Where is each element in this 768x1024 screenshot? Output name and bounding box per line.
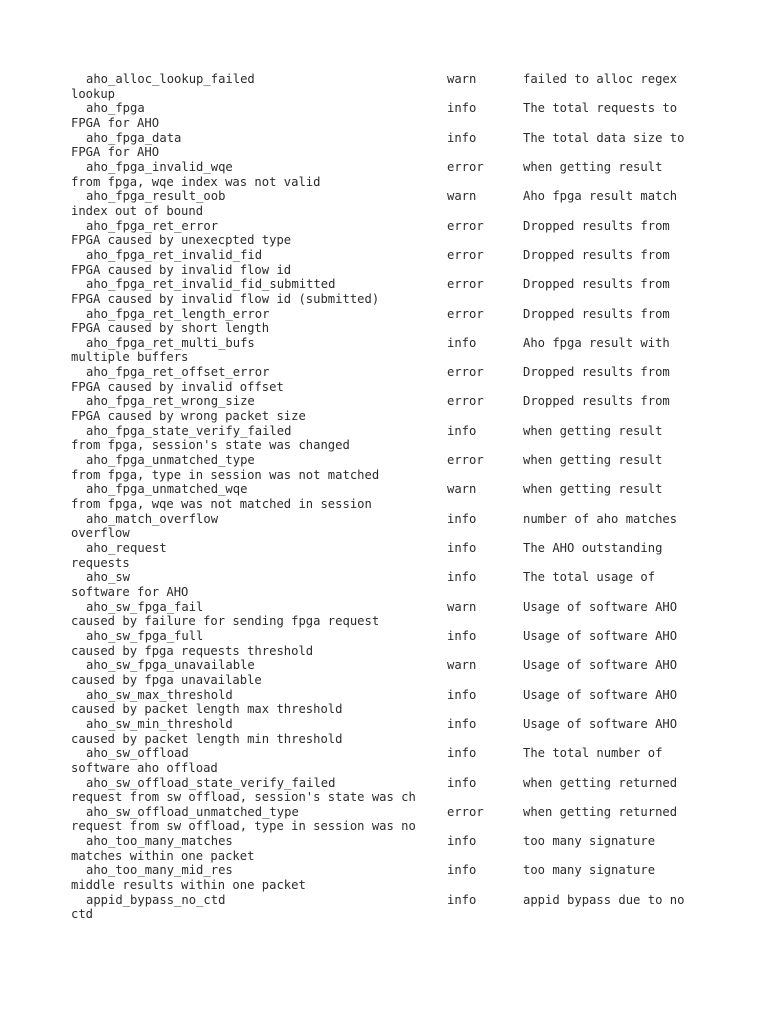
counter-line-continued xyxy=(71,702,731,717)
counter-name: aho_sw_fpga_fail xyxy=(86,599,204,614)
counter-name: aho_fpga_result_oob xyxy=(86,189,226,204)
counter-description: when getting returned xyxy=(523,775,678,790)
counter-line-continued xyxy=(71,409,731,424)
counter-line-continued xyxy=(71,87,731,102)
counter-description: when getting result xyxy=(523,482,663,497)
counter-line-continued xyxy=(71,644,731,659)
counter-description-continued: FPGA caused by unexecpted type xyxy=(71,233,292,248)
counter-line xyxy=(71,336,731,351)
counter-description: appid bypass due to no xyxy=(523,892,685,907)
counter-name: aho_fpga xyxy=(86,101,145,116)
counter-description-continued: ctd xyxy=(71,907,94,922)
counter-line xyxy=(71,805,731,820)
counter-entry xyxy=(71,101,731,130)
counter-line xyxy=(71,863,731,878)
counter-entry xyxy=(71,277,731,306)
counter-description-continued: from fpga, wqe was not matched in session xyxy=(71,497,372,512)
counter-line xyxy=(71,688,731,703)
counter-description: Dropped results from xyxy=(523,277,670,292)
counter-description-continued: from fpga, session's state was changed xyxy=(71,438,350,453)
counter-line-continued xyxy=(71,350,731,365)
counter-description-continued: software aho offload xyxy=(71,760,218,775)
counter-description: too many signature xyxy=(523,863,656,878)
counter-severity: warn xyxy=(447,658,477,673)
counter-line xyxy=(71,482,731,497)
counter-description-continued: caused by packet length max threshold xyxy=(71,702,343,717)
counter-name: aho_too_many_matches xyxy=(86,834,233,849)
counter-description: Usage of software AHO xyxy=(523,716,678,731)
counter-name: aho_alloc_lookup_failed xyxy=(86,72,255,86)
counter-description-continued: overflow xyxy=(71,526,130,541)
counter-entry xyxy=(71,365,731,394)
counter-description-continued: FPGA caused by invalid offset xyxy=(71,379,284,394)
counter-description-continued: from fpga, type in session was not matched xyxy=(71,467,380,482)
counter-line-continued xyxy=(71,497,731,512)
counter-description-continued: FPGA for AHO xyxy=(71,145,160,160)
counter-name: aho_fpga_data xyxy=(86,130,182,145)
counter-line xyxy=(71,394,731,409)
counter-line-continued xyxy=(71,116,731,131)
counter-line xyxy=(71,219,731,234)
counter-description-continued: request from sw offload, type in session was no xyxy=(71,819,416,834)
counter-line-continued xyxy=(71,878,731,893)
counter-entry xyxy=(71,893,731,922)
counter-line xyxy=(71,424,731,439)
counter-description: failed to alloc regex xyxy=(523,72,678,86)
counter-description: when getting returned xyxy=(523,804,678,819)
counter-line xyxy=(71,893,731,908)
counter-entry xyxy=(71,541,731,570)
counter-name: aho_sw_min_threshold xyxy=(86,716,233,731)
counter-description: Usage of software AHO xyxy=(523,658,678,673)
counter-line xyxy=(71,512,731,527)
counter-line xyxy=(71,189,731,204)
counter-line xyxy=(71,160,731,175)
counter-description: The total number of xyxy=(523,746,663,761)
counter-description-continued: from fpga, wqe index was not valid xyxy=(71,174,321,189)
counter-line-continued xyxy=(71,321,731,336)
counter-name: aho_match_overflow xyxy=(86,511,219,526)
counter-severity: error xyxy=(447,365,484,380)
counter-entry xyxy=(71,600,731,629)
counter-name: aho_too_many_mid_res xyxy=(86,863,233,878)
counter-line xyxy=(71,248,731,263)
counter-description: Dropped results from xyxy=(523,306,670,321)
counter-line-continued xyxy=(71,468,731,483)
counter-entry xyxy=(71,189,731,218)
counter-description: Dropped results from xyxy=(523,394,670,409)
counter-listing xyxy=(71,72,731,922)
counter-name: aho_fpga_unmatched_wqe xyxy=(86,482,248,497)
counter-line xyxy=(71,101,731,116)
counter-line-continued xyxy=(71,233,731,248)
counter-line xyxy=(71,776,731,791)
counter-line xyxy=(71,131,731,146)
counter-description-continued: caused by packet length min threshold xyxy=(71,731,343,746)
counter-severity: info xyxy=(447,775,477,790)
counter-severity: error xyxy=(447,306,484,321)
counter-severity: info xyxy=(447,892,477,907)
counter-entry xyxy=(71,307,731,336)
counter-line xyxy=(71,570,731,585)
counter-line-continued xyxy=(71,907,731,922)
counter-description: The total requests to xyxy=(523,101,678,116)
counter-name: aho_sw_max_threshold xyxy=(86,687,233,702)
counter-entry xyxy=(71,688,731,717)
counter-description-continued: lookup xyxy=(71,86,116,101)
counter-entry xyxy=(71,776,731,805)
counter-entry xyxy=(71,482,731,511)
counter-severity: info xyxy=(447,101,477,116)
counter-entry xyxy=(71,863,731,892)
counter-severity: info xyxy=(447,834,477,849)
counter-severity: warn xyxy=(447,482,477,497)
counter-severity: info xyxy=(447,423,477,438)
counter-description: when getting result xyxy=(523,423,663,438)
counter-name: aho_fpga_ret_invalid_fid xyxy=(86,247,263,262)
counter-description-continued: FPGA caused by short length xyxy=(71,321,270,336)
counter-name: aho_sw_fpga_full xyxy=(86,628,204,643)
counter-line-continued xyxy=(71,585,731,600)
counter-line xyxy=(71,834,731,849)
counter-line-continued xyxy=(71,732,731,747)
counter-entry xyxy=(71,131,731,160)
counter-line-continued xyxy=(71,292,731,307)
counter-entry xyxy=(71,160,731,189)
counter-description: Aho fpga result with xyxy=(523,335,670,350)
counter-line xyxy=(71,600,731,615)
counter-entry xyxy=(71,746,731,775)
counter-name: aho_request xyxy=(86,541,167,555)
counter-line-continued xyxy=(71,614,731,629)
counter-description: The total data size to xyxy=(523,130,685,145)
counter-description-continued: caused by fpga unavailable xyxy=(71,672,262,687)
counter-description: Dropped results from xyxy=(523,218,670,233)
counter-entry xyxy=(71,570,731,599)
counter-description: Dropped results from xyxy=(523,247,670,262)
counter-description: when getting result xyxy=(523,159,663,174)
counter-severity: error xyxy=(447,394,484,409)
counter-description: Aho fpga result match xyxy=(523,189,678,204)
counter-entry xyxy=(71,512,731,541)
counter-line-continued xyxy=(71,849,731,864)
counter-description: The AHO outstanding xyxy=(523,541,663,555)
counter-line-continued xyxy=(71,438,731,453)
counter-severity: warn xyxy=(447,189,477,204)
counter-entry xyxy=(71,424,731,453)
counter-description-continued: caused by fpga requests threshold xyxy=(71,643,314,658)
counter-description-continued: request from sw offload, session's state was ch xyxy=(71,790,416,805)
counter-name: aho_sw_fpga_unavailable xyxy=(86,658,255,673)
counter-line xyxy=(71,453,731,468)
counter-description: Usage of software AHO xyxy=(523,687,678,702)
counter-line xyxy=(71,307,731,322)
counter-description-continued: index out of bound xyxy=(71,203,204,218)
counter-name: aho_sw_offload xyxy=(86,746,189,761)
counter-description-continued: FPGA caused by wrong packet size xyxy=(71,409,306,424)
counter-line xyxy=(71,658,731,673)
counter-name: aho_fpga_ret_wrong_size xyxy=(86,394,255,409)
counter-entry xyxy=(71,248,731,277)
counter-description: Dropped results from xyxy=(523,365,670,380)
counter-line-continued xyxy=(71,556,731,571)
counter-entry xyxy=(71,805,731,834)
counter-line xyxy=(71,365,731,380)
counter-description-continued: multiple buffers xyxy=(71,350,189,365)
counter-description: The total usage of xyxy=(523,570,656,585)
counter-entry xyxy=(71,394,731,423)
counter-line xyxy=(71,746,731,761)
counter-description-continued: FPGA caused by invalid flow id (submitted) xyxy=(71,291,380,306)
counter-description: too many signature xyxy=(523,834,656,849)
counter-line-continued xyxy=(71,790,731,805)
counter-line-continued xyxy=(71,145,731,160)
counter-severity: info xyxy=(447,511,477,526)
counter-description: Usage of software AHO xyxy=(523,599,678,614)
counter-severity: info xyxy=(447,130,477,145)
counter-severity: info xyxy=(447,863,477,878)
counter-line-continued xyxy=(71,673,731,688)
counter-name: aho_fpga_ret_length_error xyxy=(86,306,270,321)
counter-name: aho_fpga_ret_offset_error xyxy=(86,365,270,380)
counter-name: aho_sw xyxy=(86,570,131,585)
counter-line xyxy=(71,72,731,87)
counter-severity: info xyxy=(447,746,477,761)
counter-entry xyxy=(71,834,731,863)
counter-line xyxy=(71,277,731,292)
counter-name: aho_fpga_ret_invalid_fid_submitted xyxy=(86,277,336,292)
counter-severity: error xyxy=(447,804,484,819)
counter-name: aho_sw_offload_state_verify_failed xyxy=(86,775,336,790)
counter-line-continued xyxy=(71,819,731,834)
counter-severity: error xyxy=(447,159,484,174)
counter-line-continued xyxy=(71,380,731,395)
counter-description: when getting result xyxy=(523,453,663,468)
counter-severity: warn xyxy=(447,599,477,614)
counter-description-continued: FPGA for AHO xyxy=(71,115,160,130)
counter-name: aho_sw_offload_unmatched_type xyxy=(86,804,299,819)
counter-line-continued xyxy=(71,526,731,541)
counter-line-continued xyxy=(71,761,731,776)
counter-name: aho_fpga_ret_error xyxy=(86,218,219,233)
counter-entry xyxy=(71,629,731,658)
counter-entry xyxy=(71,219,731,248)
counter-name: aho_fpga_invalid_wqe xyxy=(86,159,233,174)
counter-name: aho_fpga_unmatched_type xyxy=(86,453,255,468)
counter-entry xyxy=(71,72,731,101)
counter-entry xyxy=(71,453,731,482)
counter-severity: info xyxy=(447,687,477,702)
counter-line xyxy=(71,629,731,644)
counter-description-continued: software for AHO xyxy=(71,584,189,599)
counter-description: Usage of software AHO xyxy=(523,628,678,643)
counter-entry xyxy=(71,336,731,365)
counter-entry xyxy=(71,717,731,746)
counter-severity: info xyxy=(447,335,477,350)
counter-severity: info xyxy=(447,541,477,555)
counter-name: aho_fpga_state_verify_failed xyxy=(86,423,292,438)
counter-entry xyxy=(71,658,731,687)
counter-description-continued: FPGA caused by invalid flow id xyxy=(71,262,292,277)
counter-severity: info xyxy=(447,570,477,585)
counter-line-continued xyxy=(71,263,731,278)
counter-severity: info xyxy=(447,628,477,643)
counter-severity: error xyxy=(447,247,484,262)
counter-severity: info xyxy=(447,716,477,731)
counter-name: appid_bypass_no_ctd xyxy=(86,892,226,907)
counter-severity: error xyxy=(447,277,484,292)
counter-description: number of aho matches xyxy=(523,511,678,526)
counter-description-continued: caused by failure for sending fpga request xyxy=(71,614,380,629)
counter-line-continued xyxy=(71,175,731,190)
counter-description-continued: matches within one packet xyxy=(71,848,255,863)
counter-name: aho_fpga_ret_multi_bufs xyxy=(86,335,255,350)
counter-severity: error xyxy=(447,218,484,233)
counter-severity: error xyxy=(447,453,484,468)
counter-description-continued: requests xyxy=(71,555,130,570)
counter-line xyxy=(71,541,731,556)
counter-line-continued xyxy=(71,204,731,219)
counter-description-continued: middle results within one packet xyxy=(71,878,306,893)
counter-line xyxy=(71,717,731,732)
counter-severity: warn xyxy=(447,72,477,86)
